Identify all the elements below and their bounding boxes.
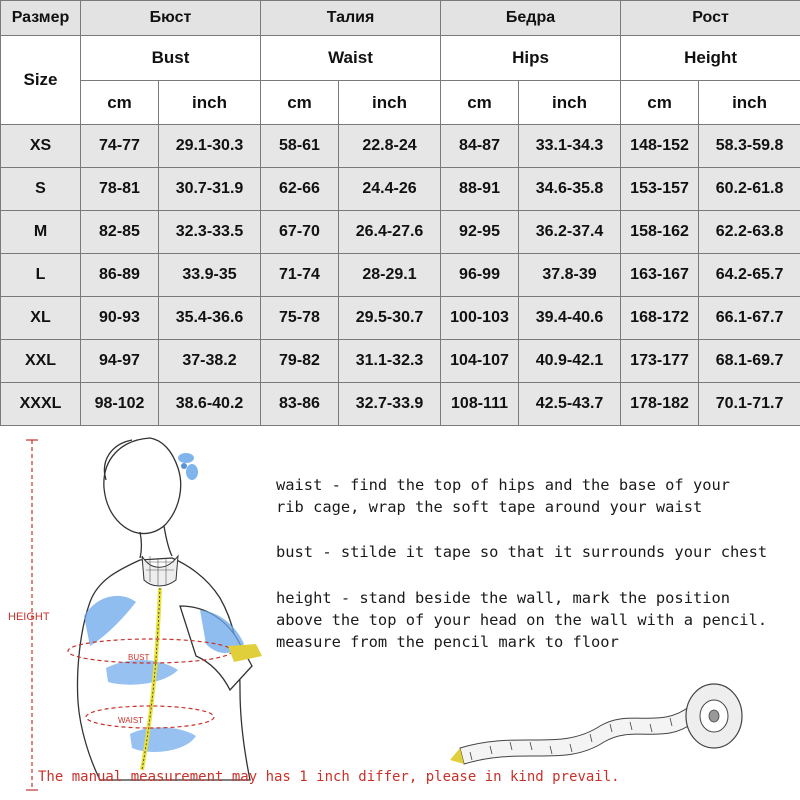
- jacket-sketch: [78, 556, 253, 780]
- measurement-cell: 70.1-71.7: [699, 383, 800, 426]
- measurement-cell: 68.1-69.7: [699, 340, 800, 383]
- bust-unit-inch: inch: [159, 81, 261, 125]
- measurement-cell: 42.5-43.7: [519, 383, 621, 426]
- table-row: [1, 211, 800, 254]
- measurement-cell: 24.4-26: [339, 168, 441, 211]
- hair-bow-icon: [178, 453, 198, 480]
- measurement-cell: 33.1-34.3: [519, 125, 621, 168]
- measurement-cell: 178-182: [621, 383, 699, 426]
- hips-unit-cm: cm: [441, 81, 519, 125]
- measurement-cell: 75-78: [261, 297, 339, 340]
- measurement-cell: 83-86: [261, 383, 339, 426]
- measurement-cell: 22.8-24: [339, 125, 441, 168]
- waist-instructions: [276, 474, 730, 518]
- height-instructions: [276, 587, 767, 653]
- measurement-cell: 29.1-30.3: [159, 125, 261, 168]
- height-instruction-line-2: above the top of your head on the wall with a pencil.: [276, 611, 768, 629]
- measurement-disclaimer: The manual measurement may has 1 inch differ, please in kind prevail.: [38, 769, 620, 785]
- measurement-cell: 37-38.2: [159, 340, 261, 383]
- measurement-cell: 153-157: [621, 168, 699, 211]
- size-header-en: Size: [1, 36, 81, 125]
- waist-instruction-line-2: rib cage, wrap the soft tape around your waist: [276, 498, 703, 516]
- height-unit-inch: inch: [699, 81, 800, 125]
- measurement-cell: 31.1-32.3: [339, 340, 441, 383]
- measurement-cell: 38.6-40.2: [159, 383, 261, 426]
- height-header-en: Height: [621, 36, 800, 81]
- measurement-cell: 34.6-35.8: [519, 168, 621, 211]
- measurement-cell: 90-93: [81, 297, 159, 340]
- measurement-cell: 84-87: [441, 125, 519, 168]
- measurement-cell: 62-66: [261, 168, 339, 211]
- waist-unit-inch: inch: [339, 81, 441, 125]
- header-row-units: [1, 81, 800, 125]
- measurement-cell: 82-85: [81, 211, 159, 254]
- measurement-cell: 86-89: [81, 254, 159, 297]
- measurement-cell: 168-172: [621, 297, 699, 340]
- measurement-cell: 67-70: [261, 211, 339, 254]
- waist-header-en: Waist: [261, 36, 441, 81]
- header-row-english: [1, 36, 800, 81]
- size-cell: XS: [1, 125, 81, 168]
- measurement-cell: 163-167: [621, 254, 699, 297]
- measurement-cell: 108-111: [441, 383, 519, 426]
- measurement-cell: 78-81: [81, 168, 159, 211]
- measurement-cell: 158-162: [621, 211, 699, 254]
- measurement-cell: 32.3-33.5: [159, 211, 261, 254]
- measurement-cell: 94-97: [81, 340, 159, 383]
- measurement-cell: 62.2-63.8: [699, 211, 800, 254]
- size-cell: XXL: [1, 340, 81, 383]
- hips-header-ru: Бедра: [441, 1, 621, 36]
- size-cell: XL: [1, 297, 81, 340]
- measurement-cell: 66.1-67.7: [699, 297, 800, 340]
- table-row: [1, 125, 800, 168]
- height-label: HEIGHT: [8, 611, 50, 623]
- bust-label: BUST: [128, 653, 150, 662]
- measurement-cell: 32.7-33.9: [339, 383, 441, 426]
- waist-header-ru: Талия: [261, 1, 441, 36]
- measurement-cell: 96-99: [441, 254, 519, 297]
- measurement-cell: 39.4-40.6: [519, 297, 621, 340]
- measuring-tape-icon: [450, 684, 742, 764]
- table-row: [1, 297, 800, 340]
- height-unit-cm: cm: [621, 81, 699, 125]
- hips-unit-inch: inch: [519, 81, 621, 125]
- bust-instructions: [276, 541, 767, 563]
- measurement-cell: 148-152: [621, 125, 699, 168]
- measurement-cell: 104-107: [441, 340, 519, 383]
- measurement-cell: 36.2-37.4: [519, 211, 621, 254]
- table-row: [1, 168, 800, 211]
- measurement-cell: 74-77: [81, 125, 159, 168]
- measurement-cell: 100-103: [441, 297, 519, 340]
- waist-unit-cm: cm: [261, 81, 339, 125]
- size-cell: XXXL: [1, 383, 81, 426]
- measurement-cell: 60.2-61.8: [699, 168, 800, 211]
- measurement-cell: 71-74: [261, 254, 339, 297]
- measurement-cell: 28-29.1: [339, 254, 441, 297]
- measurement-cell: 58-61: [261, 125, 339, 168]
- header-row-russian: [1, 1, 800, 36]
- table-row: [1, 383, 800, 426]
- table-row: [1, 254, 800, 297]
- measurement-cell: 98-102: [81, 383, 159, 426]
- bust-header-ru: Бюст: [81, 1, 261, 36]
- measurement-cell: 35.4-36.6: [159, 297, 261, 340]
- measurement-cell: 64.2-65.7: [699, 254, 800, 297]
- height-header-ru: Рост: [621, 1, 800, 36]
- measurement-cell: 58.3-59.8: [699, 125, 800, 168]
- measurement-cell: 40.9-42.1: [519, 340, 621, 383]
- bust-header-en: Bust: [81, 36, 261, 81]
- head-sketch: [104, 438, 181, 558]
- table-row: [1, 340, 800, 383]
- measurement-cell: 26.4-27.6: [339, 211, 441, 254]
- measurement-cell: 173-177: [621, 340, 699, 383]
- measurement-cell: 30.7-31.9: [159, 168, 261, 211]
- bust-unit-cm: cm: [81, 81, 159, 125]
- size-cell: M: [1, 211, 81, 254]
- measurement-cell: 88-91: [441, 168, 519, 211]
- measurement-cell: 33.9-35: [159, 254, 261, 297]
- measurement-cell: 92-95: [441, 211, 519, 254]
- measurement-cell: 37.8-39: [519, 254, 621, 297]
- measurement-cell: 29.5-30.7: [339, 297, 441, 340]
- size-header-ru: Размер: [1, 1, 81, 36]
- measurement-cell: 79-82: [261, 340, 339, 383]
- height-instruction-line-1: height - stand beside the wall, mark the position: [276, 589, 731, 607]
- bust-instruction-line-1: bust - stilde it tape so that it surrounds your chest: [276, 543, 768, 561]
- hips-header-en: Hips: [441, 36, 621, 81]
- size-cell: L: [1, 254, 81, 297]
- waist-label: WAIST: [118, 716, 144, 725]
- waist-instruction-line-1: waist - find the top of hips and the base of your: [276, 476, 731, 494]
- size-cell: S: [1, 168, 81, 211]
- height-instruction-line-3: measure from the pencil mark to floor: [276, 633, 619, 651]
